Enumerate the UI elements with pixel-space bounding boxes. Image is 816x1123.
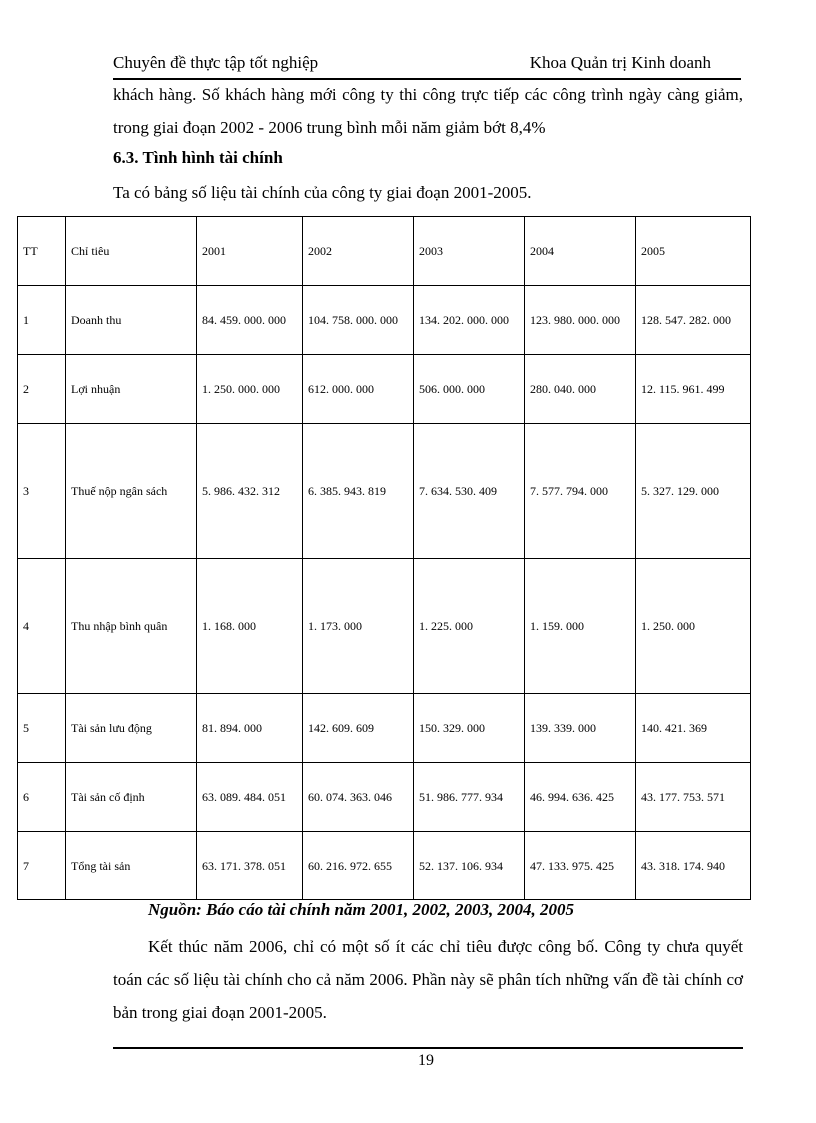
indicator-cell: Doanh thu <box>66 286 197 355</box>
indicator-cell: Tài sản cố định <box>66 763 197 832</box>
value-cell: 52. 137. 106. 934 <box>414 832 525 900</box>
value-cell: 1. 250. 000. 000 <box>197 355 303 424</box>
indicator-cell: Thu nhập bình quân <box>66 559 197 694</box>
value-cell: 12. 115. 961. 499 <box>636 355 751 424</box>
table-row <box>18 286 751 355</box>
indicator-cell: Tài sản lưu động <box>66 694 197 763</box>
value-cell: 43. 177. 753. 571 <box>636 763 751 832</box>
value-cell: 1. 173. 000 <box>303 559 414 694</box>
table-row <box>18 832 751 900</box>
value-cell: 123. 980. 000. 000 <box>525 286 636 355</box>
value-cell: 6. 385. 943. 819 <box>303 424 414 559</box>
section-heading: 6.3. Tình hình tài chính <box>113 148 283 167</box>
value-cell: 47. 133. 975. 425 <box>525 832 636 900</box>
value-cell: 1. 168. 000 <box>197 559 303 694</box>
header-cell: 2005 <box>636 217 751 286</box>
header-cell: TT <box>18 217 66 286</box>
table-header-row <box>18 217 751 286</box>
source-note: Nguồn: Báo cáo tài chính năm 2001, 2002, 2003, 2004, 2005 <box>148 900 574 919</box>
value-cell: 142. 609. 609 <box>303 694 414 763</box>
value-cell: 43. 318. 174. 940 <box>636 832 751 900</box>
value-cell: 7. 634. 530. 409 <box>414 424 525 559</box>
value-cell: 612. 000. 000 <box>303 355 414 424</box>
row-index-cell: 6 <box>18 763 66 832</box>
row-index-cell: 1 <box>18 286 66 355</box>
value-cell: 150. 329. 000 <box>414 694 525 763</box>
value-cell: 63. 089. 484. 051 <box>197 763 303 832</box>
paragraph-2-text: Kết thúc năm 2006, chỉ có một số ít các chỉ tiêu được công bố. Công ty chưa quyết toán các số liệu tài chính cho cả năm 2006. Phần này sẽ phân tích những vấn đề tài chính cơ bản trong giai đoạn 2001-2005. <box>113 937 743 1022</box>
page-number: 19 <box>418 1052 434 1069</box>
row-index-cell: 5 <box>18 694 66 763</box>
value-cell: 1. 225. 000 <box>414 559 525 694</box>
table-row <box>18 694 751 763</box>
paragraph-1: khách hàng. Số khách hàng mới công ty thi công trực tiếp các công trình ngày càng giảm, trong giai đoạn 2002 - 2006 trung bình mỗi năm giảm bớt 8,4% <box>113 85 743 137</box>
value-cell: 1. 159. 000 <box>525 559 636 694</box>
header-cell: 2001 <box>197 217 303 286</box>
value-cell: 60. 216. 972. 655 <box>303 832 414 900</box>
value-cell: 5. 327. 129. 000 <box>636 424 751 559</box>
value-cell: 140. 421. 369 <box>636 694 751 763</box>
value-cell: 63. 171. 378. 051 <box>197 832 303 900</box>
row-index-cell: 7 <box>18 832 66 900</box>
footer-divider <box>113 1047 743 1049</box>
value-cell: 81. 894. 000 <box>197 694 303 763</box>
value-cell: 280. 040. 000 <box>525 355 636 424</box>
value-cell: 7. 577. 794. 000 <box>525 424 636 559</box>
indicator-cell: Thuế nộp ngân sách <box>66 424 197 559</box>
page-header <box>113 52 741 80</box>
value-cell: 51. 986. 777. 934 <box>414 763 525 832</box>
value-cell: 5. 986. 432. 312 <box>197 424 303 559</box>
financial-table <box>17 216 751 900</box>
table-row <box>18 424 751 559</box>
value-cell: 134. 202. 000. 000 <box>414 286 525 355</box>
table-row <box>18 355 751 424</box>
indicator-cell: Lợi nhuận <box>66 355 197 424</box>
header-cell: 2002 <box>303 217 414 286</box>
header-left-title: Chuyên đề thực tập tốt nghiệp <box>113 53 319 72</box>
header-right-title: Khoa Quản trị Kinh doanh <box>529 53 711 72</box>
value-cell: 139. 339. 000 <box>525 694 636 763</box>
header-cell: 2003 <box>414 217 525 286</box>
row-index-cell: 3 <box>18 424 66 559</box>
value-cell: 506. 000. 000 <box>414 355 525 424</box>
table-row <box>18 763 751 832</box>
row-index-cell: 2 <box>18 355 66 424</box>
paragraph-2 <box>113 930 743 1029</box>
value-cell: 46. 994. 636. 425 <box>525 763 636 832</box>
value-cell: 104. 758. 000. 000 <box>303 286 414 355</box>
value-cell: 60. 074. 363. 046 <box>303 763 414 832</box>
header-cell: 2004 <box>525 217 636 286</box>
value-cell: 1. 250. 000 <box>636 559 751 694</box>
header-cell: Chỉ tiêu <box>66 217 197 286</box>
table-row <box>18 559 751 694</box>
row-index-cell: 4 <box>18 559 66 694</box>
indicator-cell: Tổng tài sản <box>66 832 197 900</box>
value-cell: 128. 547. 282. 000 <box>636 286 751 355</box>
value-cell: 84. 459. 000. 000 <box>197 286 303 355</box>
table-intro: Ta có bảng số liệu tài chính của công ty giai đoạn 2001-2005. <box>113 183 532 202</box>
